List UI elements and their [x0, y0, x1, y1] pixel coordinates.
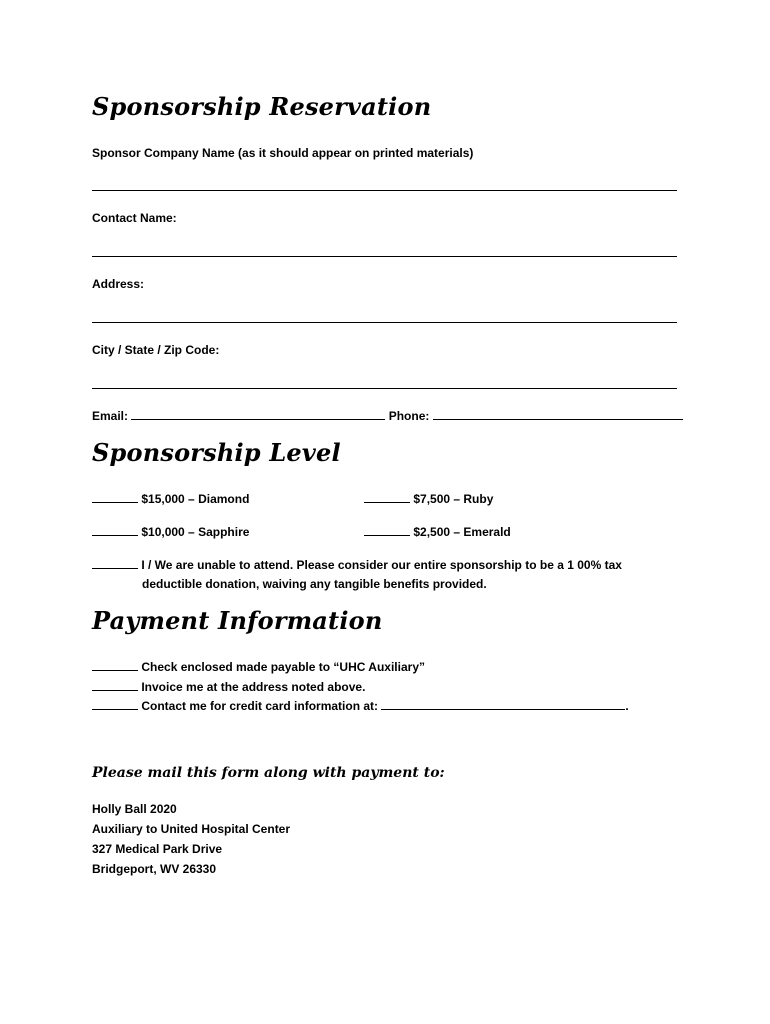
email-field[interactable] [131, 408, 385, 420]
contact-name-field[interactable] [92, 256, 677, 257]
level-emerald-label: $2,500 – Emerald [413, 525, 511, 539]
city-state-zip-field[interactable] [92, 388, 677, 389]
mail-address-line-2: Auxiliary to United Hospital Center [92, 822, 291, 836]
mail-address-line-1: Holly Ball 2020 [92, 802, 177, 816]
payment-invoice-blank[interactable] [92, 679, 138, 691]
level-sapphire-blank[interactable] [92, 524, 138, 536]
mail-address-line-4: Bridgeport, WV 26330 [92, 862, 217, 876]
level-diamond-blank[interactable] [92, 491, 138, 503]
payment-title: Payment Information [92, 606, 383, 635]
payment-invoice-option [92, 679, 365, 694]
level-emerald-option [364, 524, 511, 539]
payment-credit-blank[interactable] [92, 698, 138, 710]
payment-credit-option [92, 698, 629, 713]
level-ruby-blank[interactable] [364, 491, 410, 503]
level-sapphire-option [92, 524, 249, 539]
email-label: Email: [92, 409, 129, 423]
mail-address-line-3: 327 Medical Park Drive [92, 842, 223, 856]
phone-label: Phone: [388, 409, 430, 423]
credit-contact-end: . [625, 699, 629, 713]
level-sapphire-label: $10,000 – Sapphire [141, 525, 250, 539]
phone-field[interactable] [433, 408, 683, 420]
contact-name-label: Contact Name: [92, 211, 177, 225]
payment-check-label: Check enclosed made payable to “UHC Auxiliary” [141, 660, 425, 674]
payment-credit-label: Contact me for credit card information at: [141, 699, 379, 713]
city-state-zip-label: City / State / Zip Code: [92, 343, 220, 357]
payment-invoice-label: Invoice me at the address noted above. [141, 680, 366, 694]
company-name-field[interactable] [92, 190, 677, 191]
email-phone-row [92, 408, 683, 423]
level-unable-label-cont: deductible donation, waiving any tangible benefits provided. [142, 577, 487, 591]
mail-title: Please mail this form along with payment to: [92, 765, 445, 781]
company-name-label: Sponsor Company Name (as it should appear on printed materials) [92, 146, 474, 160]
payment-check-blank[interactable] [92, 659, 138, 671]
level-ruby-option [364, 491, 493, 506]
address-label: Address: [92, 277, 145, 291]
mail-address-block [92, 799, 290, 879]
reservation-title: Sponsorship Reservation [92, 92, 432, 121]
credit-contact-field[interactable] [381, 698, 625, 710]
level-diamond-option [92, 491, 249, 506]
address-field[interactable] [92, 322, 677, 323]
level-diamond-label: $15,000 – Diamond [141, 492, 250, 506]
level-title: Sponsorship Level [92, 438, 341, 467]
level-ruby-label: $7,500 – Ruby [413, 492, 494, 506]
level-unable-label: I / We are unable to attend. Please consider our entire sponsorship to be a 1 00% tax [141, 558, 622, 572]
level-unable-option [92, 557, 622, 572]
payment-check-option [92, 659, 425, 674]
level-emerald-blank[interactable] [364, 524, 410, 536]
level-unable-blank[interactable] [92, 557, 138, 569]
